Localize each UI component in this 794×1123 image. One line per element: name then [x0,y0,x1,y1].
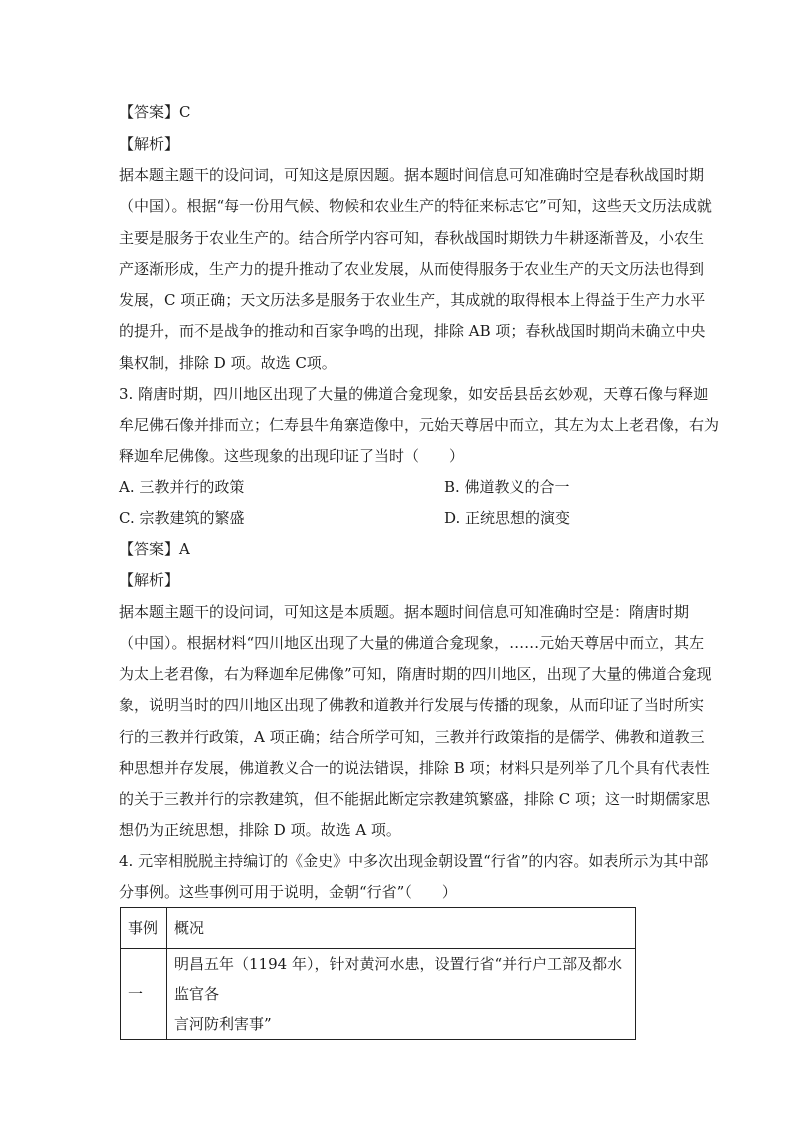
q3-stem-line: 牟尼佛石像并排而立；仁寿县牛角寨造像中，元始天尊居中而立，其左为太上老君像，右为 [119,416,720,434]
q3-analysis-line: 的关于三教并行的宗教建筑，但不能据此断定宗教建筑繁盛，排除 C 项；这一时期儒家思 [119,790,711,808]
q3-analysis-line: 种思想并存发展，佛道教义合一的说法错误，排除 B 项；材料只是列举了几个具有代表性 [119,759,710,777]
q2-analysis-line: 产逐渐形成，生产力的提升推动了农业发展，从而使得服务于农业生产的天文历法也得到 [119,260,705,278]
q3-analysis-line: 想仍为正统思想，排除 D 项。故选 A 项。 [119,821,401,839]
q3-stem-line: 释迦牟尼佛像。这些现象的出现印证了当时（ ） [119,447,465,465]
table-header-cell: 概况 [167,908,636,949]
q2-analysis-line: （中国）。根据“每一份用气候、物候和农业生产的特征来标志它”可知，这些天文历法成就 [119,197,712,215]
q3-stem-line: 3. 隋唐时期，四川地区出现了大量的佛道合龛现象，如安岳县岳玄妙观，天尊石像与释迦 [119,385,709,403]
q2-analysis-line: 集权制，排除 D 项。故选 C项。 [119,354,337,372]
table-row [121,949,636,1040]
q3-analysis-line: （中国）。根据材料“四川地区出现了大量的佛道合龛现象，……元始天尊居中而立，其左 [119,634,705,652]
q2-analysis-line: 主要是服务于农业生产的。结合所学内容可知，春秋战国时期铁力牛耕逐渐普及，小农生 [119,229,705,247]
q3-answer: 【答案】A [119,540,190,558]
table-cell-id: 一 [121,949,167,1040]
table-header-cell: 事例 [121,908,167,949]
q2-analysis-label: 【解析】 [119,135,180,153]
q3-option-c: C. 宗教建筑的繁盛 [119,509,245,527]
q3-analysis-line: 行的三教并行政策，A 项正确；结合所学可知，三教并行政策指的是儒学、佛教和道教三 [119,728,705,746]
table-cell-desc [167,949,636,1040]
q2-analysis-line: 的提升，而不是战争的推动和百家争鸣的出现，排除 AB 项；春秋战国时期尚未确立中央 [119,322,706,340]
q2-analysis-line: 发展，C 项正确；天文历法多是服务于农业生产，其成就的取得根本上得益于生产力水平 [119,291,706,309]
table-header-row [121,908,636,949]
table-cell-line: 明昌五年（1194 年），针对黄河水患，设置行省“并行户工部及都水监官各 [174,955,623,1003]
q4-stem-line: 4. 元宰相脱脱主持编订的《金史》中多次出现金朝设置“行省”的内容。如表所示为其中部 [119,852,709,870]
q3-option-a: A. 三教并行的政策 [119,478,245,496]
q3-analysis-line: 据本题主题干的设问词，可知这是本质题。据本题时间信息可知准确时空是：隋唐时期 [119,603,690,621]
q3-analysis-line: 为太上老君像，右为释迦牟尼佛像”可知，隋唐时期的四川地区，出现了大量的佛道合龛现 [119,665,712,683]
q3-analysis-label: 【解析】 [119,571,180,589]
q3-analysis-line: 象，说明当时的四川地区出现了佛教和道教并行发展与传播的现象，从而印证了当时所实 [119,696,705,714]
q2-answer: 【答案】C [119,103,191,121]
q3-option-d: D. 正统思想的演变 [444,509,571,527]
q4-stem-line: 分事例。这些事例可用于说明，金朝“行省”（ ） [119,883,457,901]
q3-option-b: B. 佛道教义的合一 [444,478,570,496]
table-cell-line: 言河防利害事” [174,1015,272,1033]
q4-case-table [120,907,636,1040]
q2-analysis-line: 据本题主题干的设问词，可知这是原因题。据本题时间信息可知准确时空是春秋战国时期 [119,166,705,184]
